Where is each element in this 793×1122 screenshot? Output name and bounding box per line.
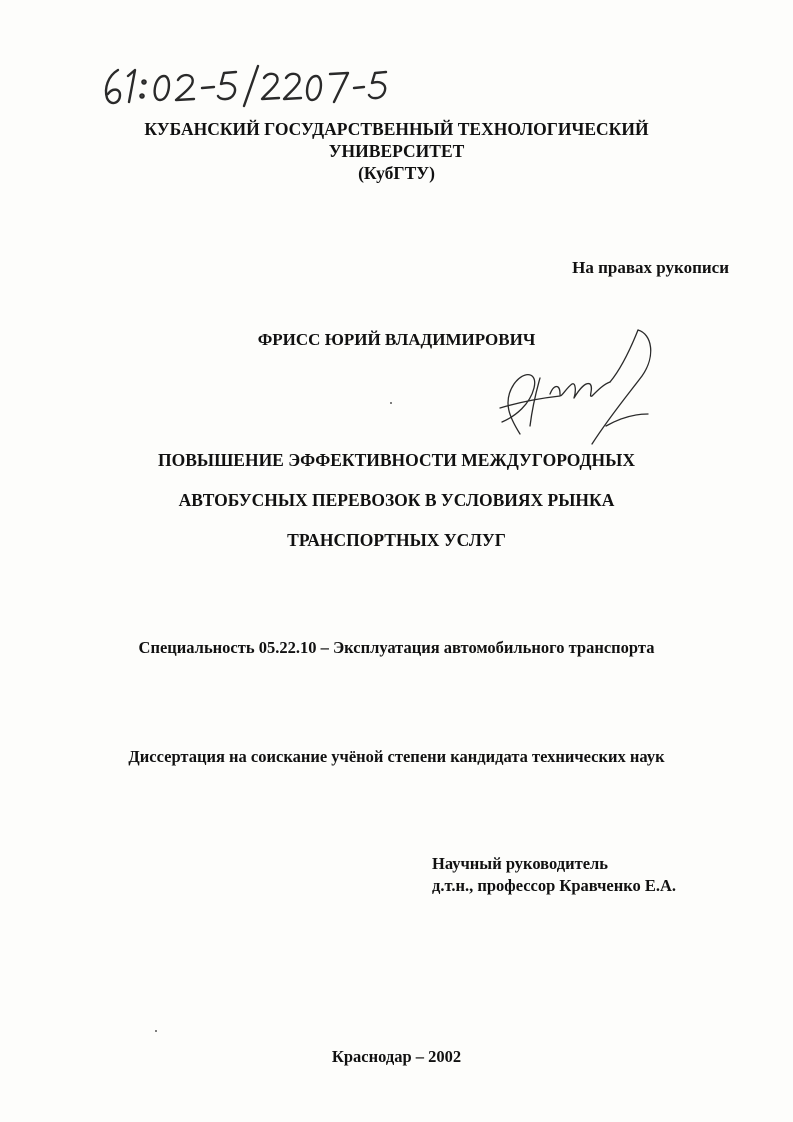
- supervisor-role: Научный руководитель: [432, 854, 608, 873]
- scan-speck: [390, 402, 392, 404]
- degree-statement: Диссертация на соискание учёной степени кандидата технических наук: [128, 747, 665, 766]
- manuscript-rights-note: На правах рукописи: [572, 258, 729, 277]
- university-name-line2: УНИВЕРСИТЕТ: [328, 141, 465, 161]
- handwritten-archive-code: [98, 62, 398, 110]
- scan-speck: [155, 1030, 157, 1032]
- university-header: [0, 118, 793, 184]
- author-name: ФРИСС ЮРИЙ ВЛАДИМИРОВИЧ: [257, 330, 536, 349]
- title-line1: ПОВЫШЕНИЕ ЭФФЕКТИВНОСТИ МЕЖДУГОРОДНЫХ: [157, 450, 635, 470]
- scientific-supervisor: [432, 853, 676, 897]
- university-name-line1: КУБАНСКИЙ ГОСУДАРСТВЕННЫЙ ТЕХНОЛОГИЧЕСКИЙ: [144, 119, 649, 139]
- title-line3: ТРАНСПОРТНЫХ УСЛУГ: [287, 530, 506, 550]
- city-and-year: Краснодар – 2002: [331, 1047, 462, 1066]
- handwritten-archive-code-drawing: [98, 62, 398, 110]
- specialty-line: Специальность 05.22.10 – Эксплуатация автомобильного транспорта: [138, 638, 655, 657]
- university-abbreviation: (КубГТУ): [358, 163, 435, 183]
- signature-drawing: [480, 322, 670, 452]
- author-signature: [480, 322, 670, 452]
- title-line2: АВТОБУСНЫХ ПЕРЕВОЗОК В УСЛОВИЯХ РЫНКА: [178, 490, 615, 510]
- dissertation-title: [0, 440, 793, 560]
- supervisor-name: д.т.н., профессор Кравченко Е.А.: [432, 876, 677, 895]
